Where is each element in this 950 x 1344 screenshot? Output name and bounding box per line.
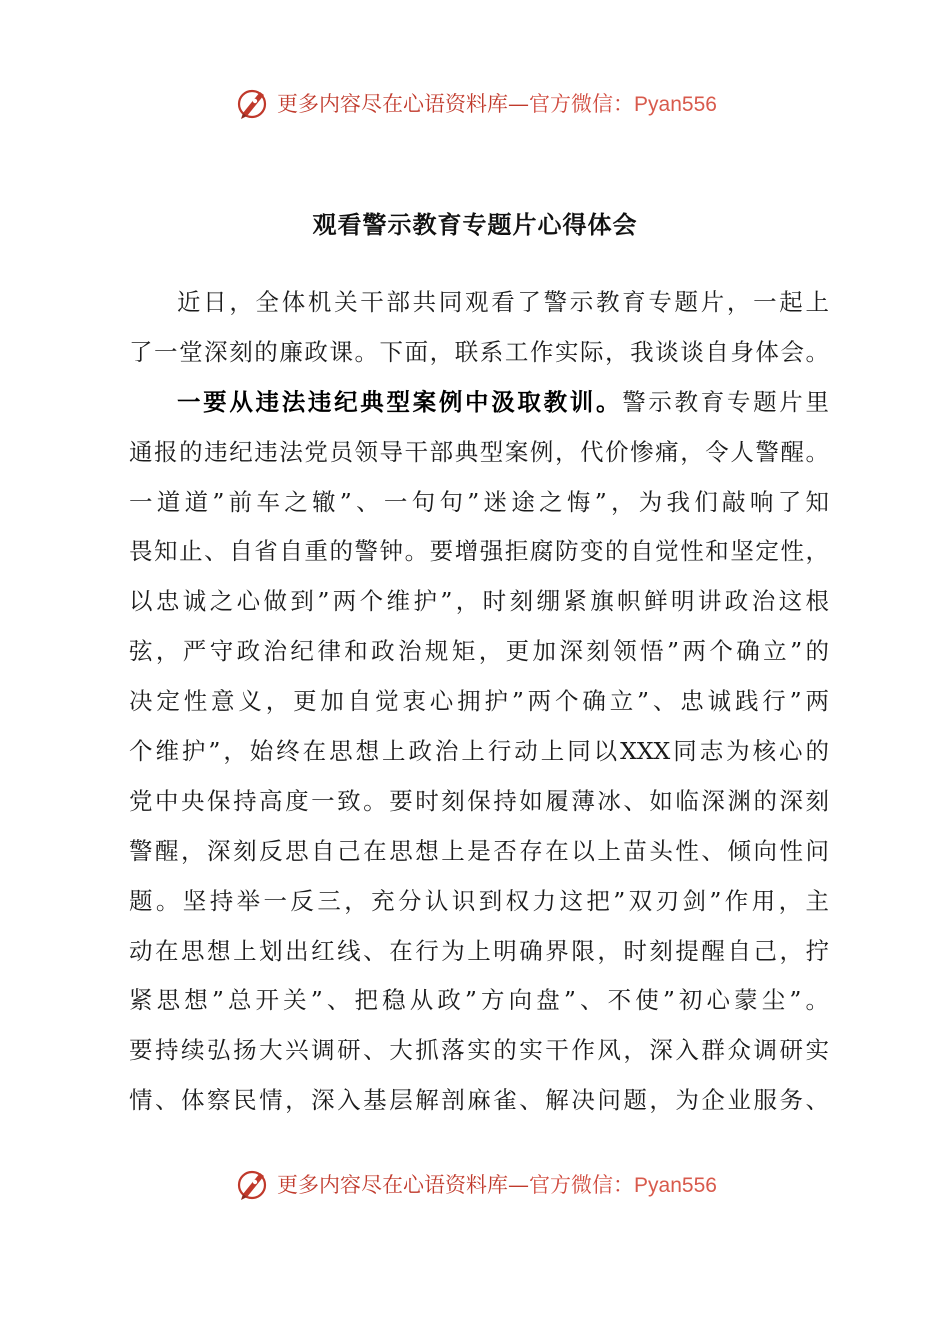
- banner-wechat-id: Pyan556: [634, 1174, 717, 1197]
- pen-logo-icon: [233, 83, 273, 123]
- banner-wechat-label: 官方微信：: [529, 92, 635, 116]
- body-line: 以忠诚之心做到”两个维护”，时刻绷紧旗帜鲜明讲政治这根: [129, 587, 829, 616]
- banner-wechat-id: Pyan556: [634, 93, 717, 116]
- section-heading: 一要从违法违纪典型案例中汲取教训。: [177, 387, 623, 416]
- body-line: 题。坚持举一反三，充分认识到权力这把”双刃剑”作用，主: [129, 886, 829, 915]
- footer-banner: [0, 1162, 950, 1206]
- body-line: 紧思想”总开关”、把稳从政”方向盘”、不使”初心蒙尘”。: [129, 986, 829, 1015]
- body-line-tail: 警示教育专题片里: [622, 387, 829, 416]
- banner-text: 更多内容尽在心语资料库—: [277, 1173, 530, 1197]
- body-line: 要持续弘扬大兴调研、大抓落实的实干作风，深入群众调研实: [129, 1036, 829, 1065]
- body-line: 警醒，深刻反思自己在思想上是否存在以上苗头性、倾向性问: [129, 836, 829, 865]
- body-line: 党中央保持高度一致。要时刻保持如履薄冰、如临深渊的深刻: [129, 786, 829, 815]
- body-line: 一道道”前车之辙”、一句句”迷途之悔”，为我们敲响了知: [129, 487, 829, 516]
- document-body: [129, 278, 829, 1126]
- body-line: 畏知止、自省自重的警钟。要增强拒腐防变的自觉性和坚定性，: [129, 537, 829, 566]
- body-line: 动在思想上划出红线、在行为上明确界限，时刻提醒自己，拧: [129, 936, 829, 965]
- header-banner: [0, 81, 950, 125]
- document-title: 观看警示教育专题片心得体会: [312, 210, 638, 239]
- body-line: 通报的违纪违法党员领导干部典型案例，代价惨痛，令人警醒。: [129, 437, 829, 466]
- body-line: 情、体察民情，深入基层解剖麻雀、解决问题，为企业服务、: [129, 1086, 829, 1115]
- body-line: 了一堂深刻的廉政课。下面，联系工作实际，我谈谈自身体会。: [129, 337, 829, 366]
- body-line: 弦，严守政治纪律和政治规矩，更加深刻领悟”两个确立”的: [129, 637, 829, 666]
- body-line-with-heading: [129, 378, 829, 428]
- body-line: 近日，全体机关干部共同观看了警示教育专题片，一起上: [177, 288, 829, 316]
- body-line: 决定性意义，更加自觉衷心拥护”两个确立”、忠诚践行”两: [129, 687, 829, 716]
- body-line: 个维护”，始终在思想上政治上行动上同以XXX同志为核心的: [129, 737, 829, 766]
- pen-logo-icon: [233, 1164, 273, 1204]
- banner-text: 更多内容尽在心语资料库—: [277, 92, 530, 116]
- banner-wechat-label: 官方微信：: [529, 1173, 635, 1197]
